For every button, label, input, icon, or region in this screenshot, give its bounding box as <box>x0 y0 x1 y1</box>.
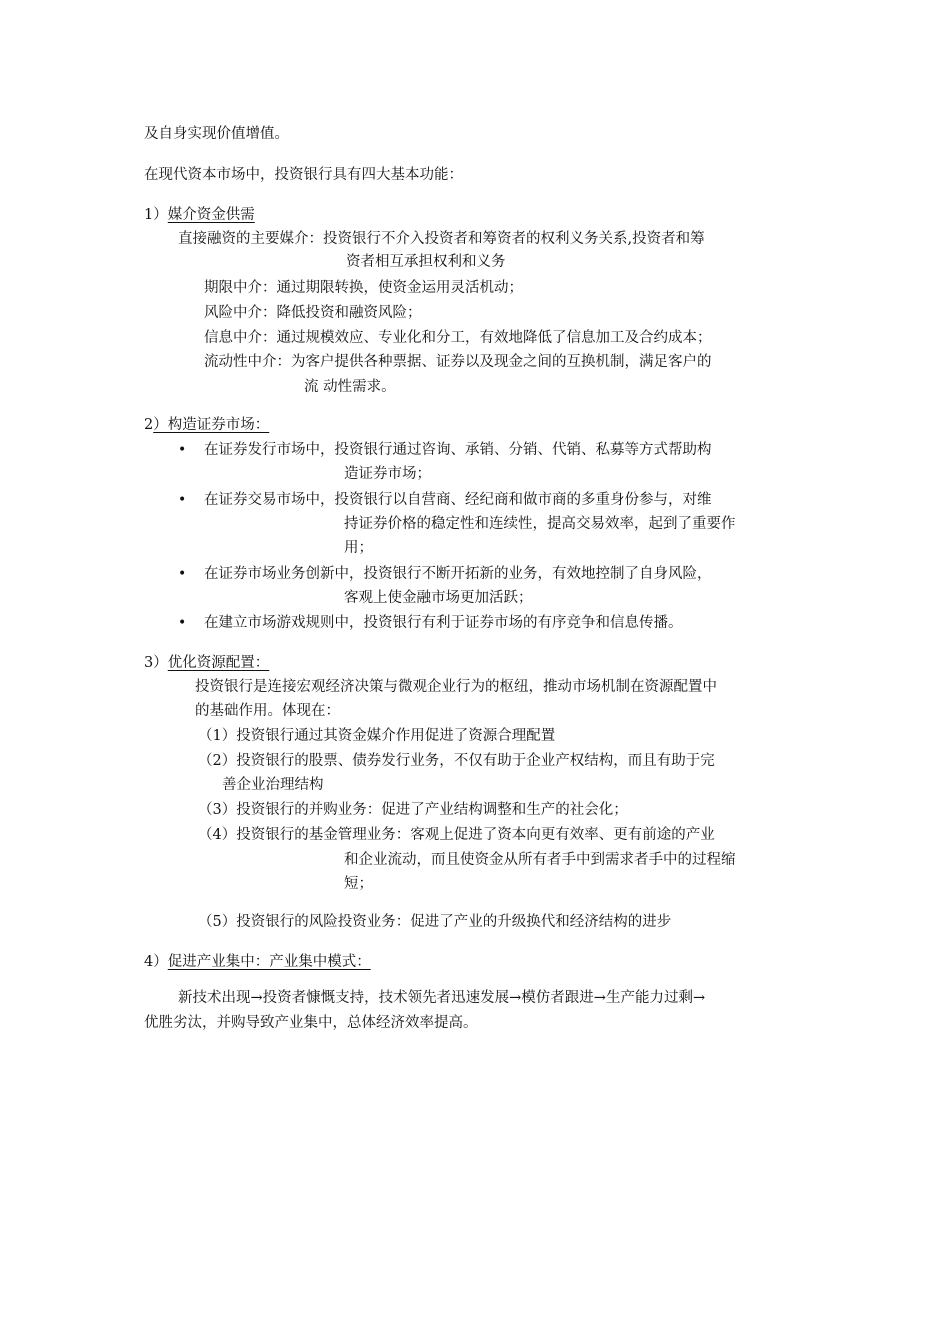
bullet-4-marker: • <box>178 615 187 631</box>
section-3-item-4-line-1: （4）投资银行的基金管理业务：客观上促进了资本向更有效率、更有前途的产业 <box>198 827 715 843</box>
bullet-1-line-1: 在证券发行市场中，投资银行通过咨询、承销、分销、代销、私募等方式帮助构 <box>204 442 712 458</box>
section-2-title: ）构造证券市场： <box>153 417 270 433</box>
section-4-para-line-1: 新技术出现→投资者慷慨支持，技术领先者迅速发展→模仿者跟进→生产能力过剩→ <box>178 990 706 1006</box>
bullet-3-marker: • <box>178 566 187 582</box>
risk-intermediary: 风险中介：降低投资和融资风险； <box>204 305 422 321</box>
section-1-title: 媒介资金供需 <box>167 207 255 223</box>
section-3-item-2-line-2: 善企业治理结构 <box>222 777 324 793</box>
section-3-para-line-2: 的基础作用。体现在： <box>195 703 340 719</box>
section-3-item-2-line-1: （2）投资银行的股票、债券发行业务，不仅有助于企业产权结构，而且有助于完 <box>198 753 715 769</box>
bullet-2-line-1: 在证券交易市场中，投资银行以自营商、经纪商和做市商的多重身份参与，对维 <box>204 492 712 508</box>
section-4-heading <box>144 952 371 972</box>
section-3-para-line-1: 投资银行是连接宏观经济决策与微观企业行为的枢纽，推动市场机制在资源配置中 <box>195 679 717 695</box>
bullet-2-line-2: 持证券价格的稳定性和连续性，提高交易效率，起到了重要作 <box>344 516 736 532</box>
section-3-item-1: （1）投资银行通过其资金媒介作用促进了资源合理配置 <box>198 728 556 744</box>
liquidity-intermediary-line-2: 流 动性需求。 <box>304 379 396 395</box>
intro-line-2: 在现代资本市场中，投资银行具有四大基本功能： <box>144 167 463 183</box>
bullet-1-line-2: 造证券市场； <box>344 466 431 482</box>
bullet-3-line-2: 客观上使金融市场更加活跃； <box>344 590 533 606</box>
bullet-1-marker: • <box>178 442 187 458</box>
direct-finance-line-1: 直接融资的主要媒介：投资银行不介入投资者和筹资者的权利义务关系,投资者和筹 <box>178 231 705 247</box>
section-1-number: 1） <box>144 207 168 223</box>
section-1-heading <box>144 205 255 225</box>
section-3-heading <box>144 653 269 673</box>
info-intermediary: 信息中介：通过规模效应、专业化和分工，有效地降低了信息加工及合约成本； <box>204 330 712 346</box>
section-4-title: 促进产业集中：产业集中模式： <box>167 954 371 970</box>
section-3-item-5: （5）投资银行的风险投资业务：促进了产业的升级换代和经济结构的进步 <box>198 914 672 930</box>
section-4-number: 4） <box>144 954 168 970</box>
bullet-3-line-1: 在证券市场业务创新中，投资银行不断开拓新的业务，有效地控制了自身风险， <box>204 566 712 582</box>
liquidity-intermediary-line-1: 流动性中介：为客户提供各种票据、证券以及现金之间的互换机制，满足客户的 <box>204 354 712 370</box>
section-3-title: 优化资源配置： <box>167 655 270 671</box>
bullet-2-line-3: 用； <box>344 540 373 556</box>
bullet-4-line-1: 在建立市场游戏规则中，投资银行有利于证券市场的有序竞争和信息传播。 <box>204 615 683 631</box>
section-3-item-3: （3）投资银行的并购业务：促进了产业结构调整和生产的社会化； <box>198 802 628 818</box>
direct-finance-line-2: 资者相互承担权利和义务 <box>346 254 506 270</box>
bullet-2-marker: • <box>178 492 187 508</box>
section-3-number: 3） <box>144 655 168 671</box>
term-intermediary: 期限中介：通过期限转换，使资金运用灵活机动； <box>204 280 523 296</box>
section-4-para-line-2: 优胜劣汰，并购导致产业集中，总体经济效率提高。 <box>144 1015 478 1031</box>
section-2-heading <box>144 415 269 435</box>
section-3-item-4-line-2: 和企业流动，而且使资金从所有者手中到需求者手中的过程缩 <box>344 852 736 868</box>
section-2-number: 2 <box>144 417 154 433</box>
section-3-item-4-line-3: 短； <box>344 876 373 892</box>
intro-line-1: 及自身实现价值增值。 <box>144 126 289 142</box>
